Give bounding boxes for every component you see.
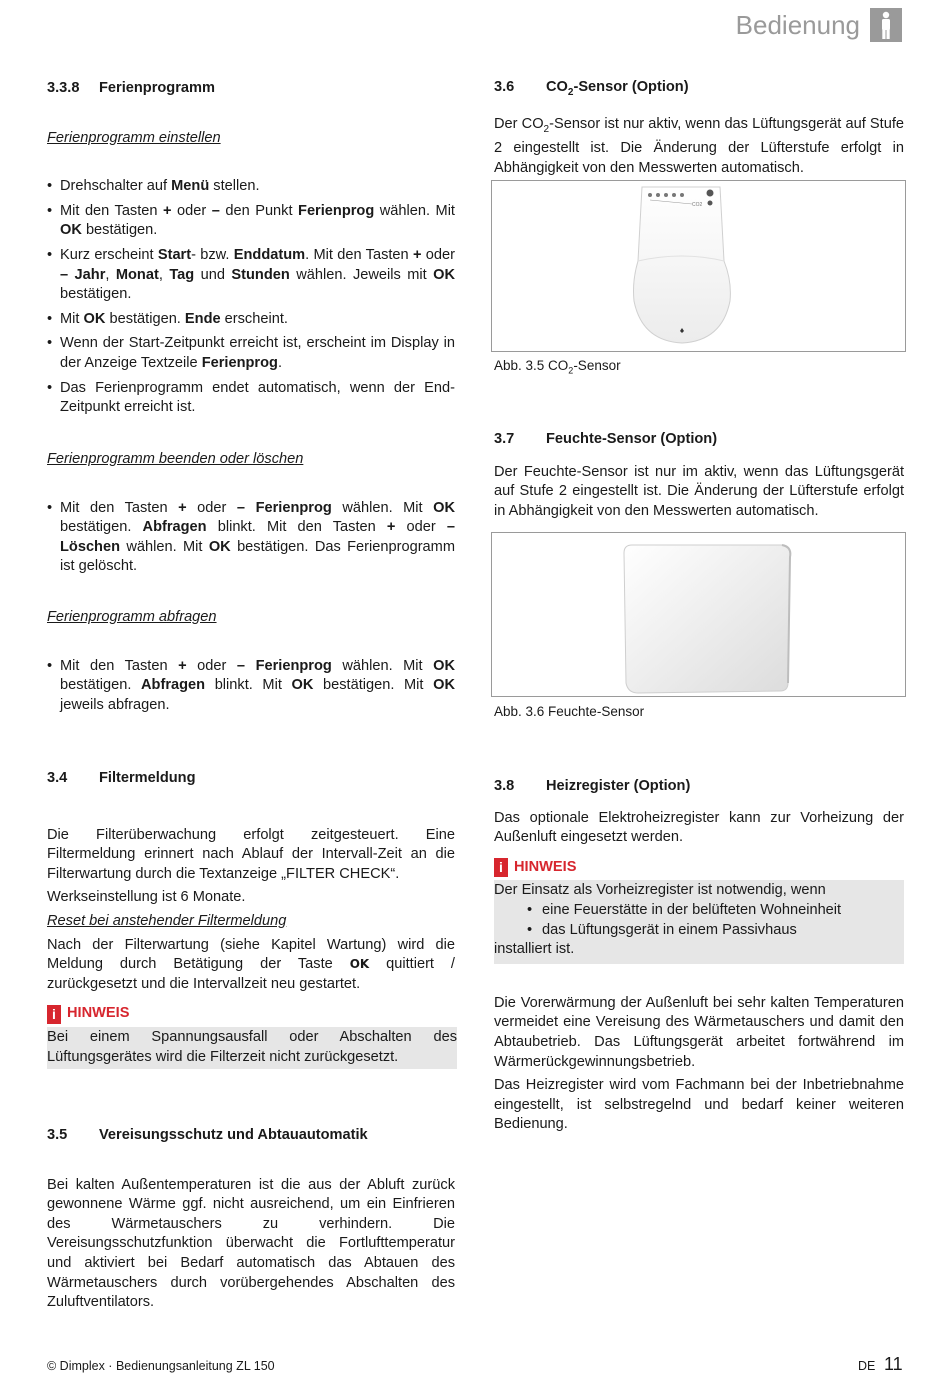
info-icon: i xyxy=(47,1005,61,1024)
paragraph: Die Filterüberwachung erfolgt zeitgesteuert. Eine Filtermeldung erinnert nach Ablauf der Intervall-Zeit an die Filterwartung durch die Textanzeige „FILTER CHECK“. xyxy=(47,826,455,882)
humidity-sensor-image xyxy=(492,533,905,696)
list-item: • Wenn der Start-Zeitpunkt erreicht ist, erscheint im Display in der Anzeige Textzeile Ferienprog. xyxy=(47,334,455,373)
list-item: • Mit den Tasten + oder – Ferienprog wählen. Mit OK bestätigen. Abfragen blinkt. Mit OK bestätigen. Mit OK jeweils abfragen. xyxy=(47,657,455,716)
hinweis-label: i HINWEIS xyxy=(47,1004,455,1024)
bullet-list-beenden xyxy=(47,499,455,577)
hinweis-label: i HINWEIS xyxy=(494,858,904,878)
page-section-title: Bedienung xyxy=(735,10,860,40)
paragraph: Das Heizregister wird vom Fachmann bei der Inbetriebnahme eingestellt, ist selbstregelnd und bedarf keiner weiteren Bedienung. xyxy=(494,1077,904,1133)
paragraph: Die Vorerwärmung der Außenluft bei sehr kalten Temperaturen vermeidet eine Vereisung des Wärmetauschers und damit den Abtaubetrieb. Das Lüftungsgerät arbeitet fortwährend im Wärmerückgewinnungsbetrieb. xyxy=(494,994,904,1070)
list-item: • Drehschalter auf Menü stellen. xyxy=(47,177,455,197)
co2-sensor-figure xyxy=(491,180,906,352)
paragraph: Nach der Filterwartung (siehe Kapitel Wartung) wird die Meldung durch Betätigung der Taste OK quittiert / zurückgesetzt und die Intervallzeit neu gestartet. xyxy=(47,936,455,992)
paragraph: Werkseinstellung ist 6 Monate. xyxy=(47,889,246,906)
footer-copyright: © Dimplex · Bedienungsanleitung ZL 150 xyxy=(47,1359,275,1373)
bullet-list-einstellen xyxy=(47,177,455,418)
section-heading: 3.7 Feuchte-Sensor (Option) xyxy=(494,431,718,447)
subheading-beenden: Ferienprogramm beenden oder löschen xyxy=(47,451,304,467)
figure-caption: Abb. 3.6 Feuchte-Sensor xyxy=(494,704,645,719)
list-item: • Mit OK bestätigen. Ende erscheint. xyxy=(47,310,455,330)
svg-text:CO2: CO2 xyxy=(692,202,703,208)
humidity-sensor-figure xyxy=(491,532,906,697)
section-3-6 xyxy=(494,78,904,178)
section-3-7 xyxy=(494,430,904,521)
info-icon: i xyxy=(494,858,508,877)
section-3-3-8-beenden xyxy=(47,450,455,582)
list-item: • Kurz erscheint Start- bzw. Enddatum. Mit den Tasten + oder – Jahr, Monat, Tag und Stunden wählen. Jeweils mit OK bestätigen. xyxy=(47,246,455,305)
subheading-abfragen: Ferienprogramm abfragen xyxy=(47,609,217,625)
list-item: • Mit den Tasten + oder – den Punkt Ferienprog wählen. Mit OK bestätigen. xyxy=(47,202,455,241)
subheading-einstellen: Ferienprogramm einstellen xyxy=(47,129,221,146)
list-item: • das Lüftungsgerät in einem Passivhaus xyxy=(494,921,904,941)
section-heading: 3.8 Heizregister (Option) xyxy=(494,778,691,794)
bullet-list-abfragen xyxy=(47,657,455,716)
section-3-4 xyxy=(47,769,455,1069)
section-3-3-8-abfragen xyxy=(47,608,455,720)
list-item: • eine Feuerstätte in der belüfteten Wohneinheit xyxy=(494,901,904,921)
page-number: 11 xyxy=(884,1354,903,1374)
ok-key-symbol: OK xyxy=(349,957,370,972)
footer-language: DE xyxy=(858,1359,876,1373)
section-heading: 3.5 Vereisungsschutz und Abtauautomatik xyxy=(47,1127,368,1143)
section-heading: 3.4 Filtermeldung xyxy=(47,770,196,786)
section-3-5 xyxy=(47,1126,455,1313)
person-icon xyxy=(870,8,902,42)
paragraph: Der Feuchte-Sensor ist nur im aktiv, wenn das Lüftungsgerät auf Stufe 2 eingestellt ist. Die Änderung der Lüfterstufe erfolgt in Abhängigkeit von den Messwerten automatisch. xyxy=(494,463,904,519)
paragraph: Das optionale Elektroheizregister kann zur Vorheizung der Außenluft eingesetzt werden. xyxy=(494,809,904,846)
figure-caption: Abb. 3.5 $CO_2$-Sensor xyxy=(494,358,621,376)
paragraph: Der $CO_2$-Sensor ist nur aktiv, wenn das Lüftungsgerät auf Stufe 2 eingestellt ist. Die Änderung der Lüfterstufe erfolgt in Abhängigkeit von den Messwerten automatisch. xyxy=(494,115,904,176)
co2-sensor-image xyxy=(492,181,905,351)
section-3-3-8 xyxy=(47,79,455,423)
section-heading: 3.3.8 Ferienprogramm xyxy=(47,80,215,96)
hinweis-box: Bei einem Spannungsausfall oder Abschalten des Lüftungsgerätes wird die Filterzeit nicht zurückgesetzt. xyxy=(47,1027,457,1069)
list-item: • Das Ferienprogramm endet automatisch, wenn der End-Zeitpunkt erreicht ist. xyxy=(47,379,455,418)
list-item: • Mit den Tasten + oder – Ferienprog wählen. Mit OK bestätigen. Abfragen blinkt. Mit den Tasten + oder – Löschen wählen. Mit OK bestätigen. Das Ferienprogramm ist gelöscht. xyxy=(47,499,455,577)
section-3-8 xyxy=(494,777,904,1135)
subheading-reset: Reset bei anstehender Filtermeldung xyxy=(47,912,287,929)
hinweis-box: Der Einsatz als Vorheizregister ist notwendig, wenn • eine Feuerstätte in der belüfteten Wohneinheit • das Lüftungsgerät in einem Passivhaus installiert ist. xyxy=(494,880,904,963)
section-heading: 3.6 $CO_2$-Sensor (Option) xyxy=(494,79,689,98)
paragraph: Bei kalten Außentemperaturen ist die aus der Abluft zurück gewonnene Wärme ggf. nicht ausreichend, um ein Einfrieren des Wärmetauschers zu verhindern. Die Vereisungsschutzfunktion überwacht die Fortlufttemperatur und aktiviert bei Bedarf automatisch das Abtauen des Wärmetauschers durch vorübergehendes Abschalten des Zuluftventilators. xyxy=(47,1176,455,1311)
